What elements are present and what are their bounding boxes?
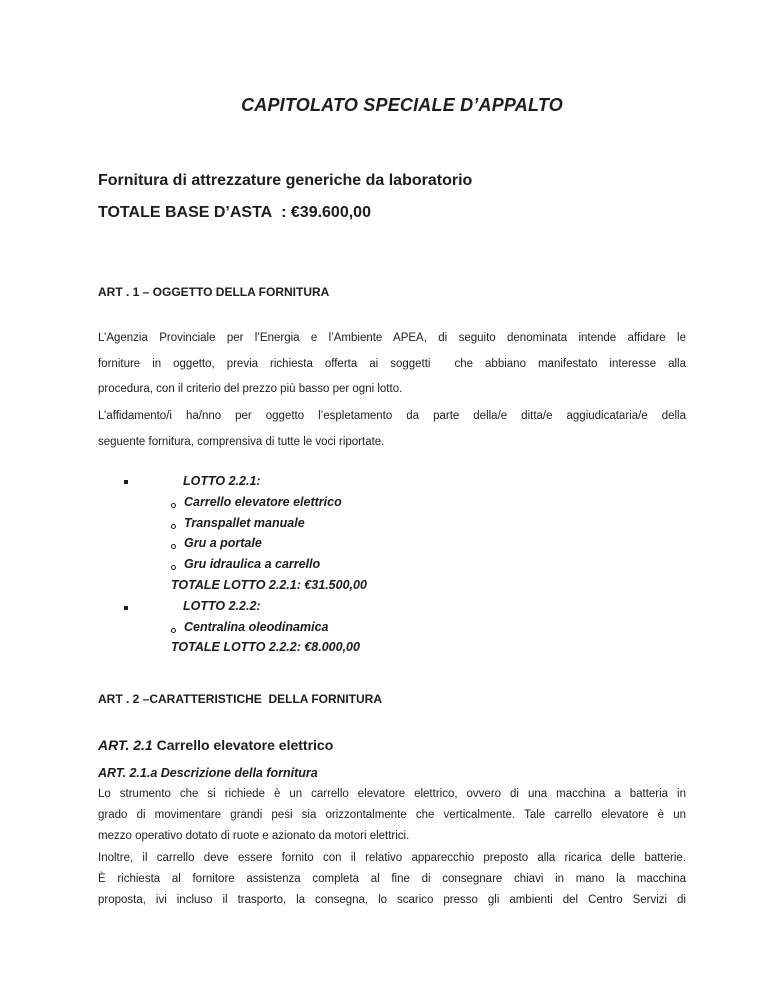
art1-heading: ART . 1 – OGGETTO DELLA FORNITURA	[98, 285, 330, 299]
art2-heading: ART . 2 –CARATTERISTICHE DELLA FORNITURA	[98, 692, 382, 706]
art21a-heading: ART. 2.1.a Descrizione della fornitura	[98, 766, 318, 780]
paragraph-line: forniture in oggetto, previa richiesta offerta ai soggetti che abbiano manifestato interesse alla	[98, 357, 686, 370]
paragraph-line: È richiesta al fornitore assistenza completa al fine di consegnare chiavi in mano la macchina	[98, 872, 686, 885]
paragraph-line: proposta, ivi incluso il trasporto, la consegna, lo scarico presso gli ambienti del Centro Servizi di	[98, 894, 686, 907]
paragraph-line: Inoltre, il carrello deve essere fornito con il relativo apparecchio preposto alla ricarica delle batterie.	[98, 851, 686, 864]
art21a-paragraph	[98, 784, 686, 911]
art21-heading	[98, 737, 686, 753]
document-title: CAPITOLATO SPECIALE D’APPALTO	[241, 95, 563, 115]
art1-paragraph-2	[98, 404, 686, 455]
lot2-item: Centralina oleodinamica	[184, 620, 329, 634]
paragraph-line: grado di movimentare grandi pesi sia orizzontalmente che verticalmente. Tale carrello elevatore è un	[98, 809, 686, 822]
lot2-label: LOTTO 2.2.2:	[183, 599, 261, 613]
lot1-item: Gru idraulica a carrello	[184, 557, 321, 571]
art21-number: ART. 2.1	[98, 737, 153, 753]
lot1-item: Gru a portale	[184, 536, 262, 550]
paragraph-line: seguente fornitura, comprensiva di tutte le voci riportate.	[98, 435, 385, 448]
paragraph-line: L’Agenzia Provinciale per l’Energia e l’Ambiente APEA, di seguito denominata intende affidare le	[98, 332, 686, 344]
square-bullet-icon	[124, 606, 128, 610]
circle-bullet-icon	[171, 628, 176, 633]
paragraph-line: mezzo operativo dotato di ruote e azionato da motori elettrici.	[98, 830, 410, 843]
lot1-label: LOTTO 2.2.1:	[183, 474, 261, 488]
circle-bullet-icon	[171, 524, 176, 529]
lot2-total: TOTALE LOTTO 2.2.2: €8.000,00	[171, 640, 360, 654]
paragraph-line: procedura, con il criterio del prezzo più basso per ogni lotto.	[98, 383, 403, 395]
total-base-asta: TOTALE BASE D’ASTA : €39.600,00	[98, 204, 371, 221]
lot1-total: TOTALE LOTTO 2.2.1: €31.500,00	[171, 578, 367, 592]
paragraph-line: L’affidamento/i ha/nno per oggetto l’espletamento da parte della/e ditta/e aggiudicataria/e della	[98, 410, 686, 422]
circle-bullet-icon	[171, 544, 176, 549]
art21-title: Carrello elevatore elettrico	[152, 737, 334, 753]
art1-paragraph-1	[98, 326, 686, 403]
circle-bullet-icon	[171, 565, 176, 570]
lot1-item: Carrello elevatore elettrico	[184, 495, 342, 509]
lot1-item: Transpallet manuale	[184, 516, 305, 530]
supply-subtitle: Fornitura di attrezzature generiche da laboratorio	[98, 172, 473, 189]
circle-bullet-icon	[171, 503, 176, 508]
square-bullet-icon	[124, 480, 128, 484]
paragraph-line: Lo strumento che si richiede è un carrello elevatore elettrico, ovvero di una macchina a batteria in	[98, 788, 686, 800]
